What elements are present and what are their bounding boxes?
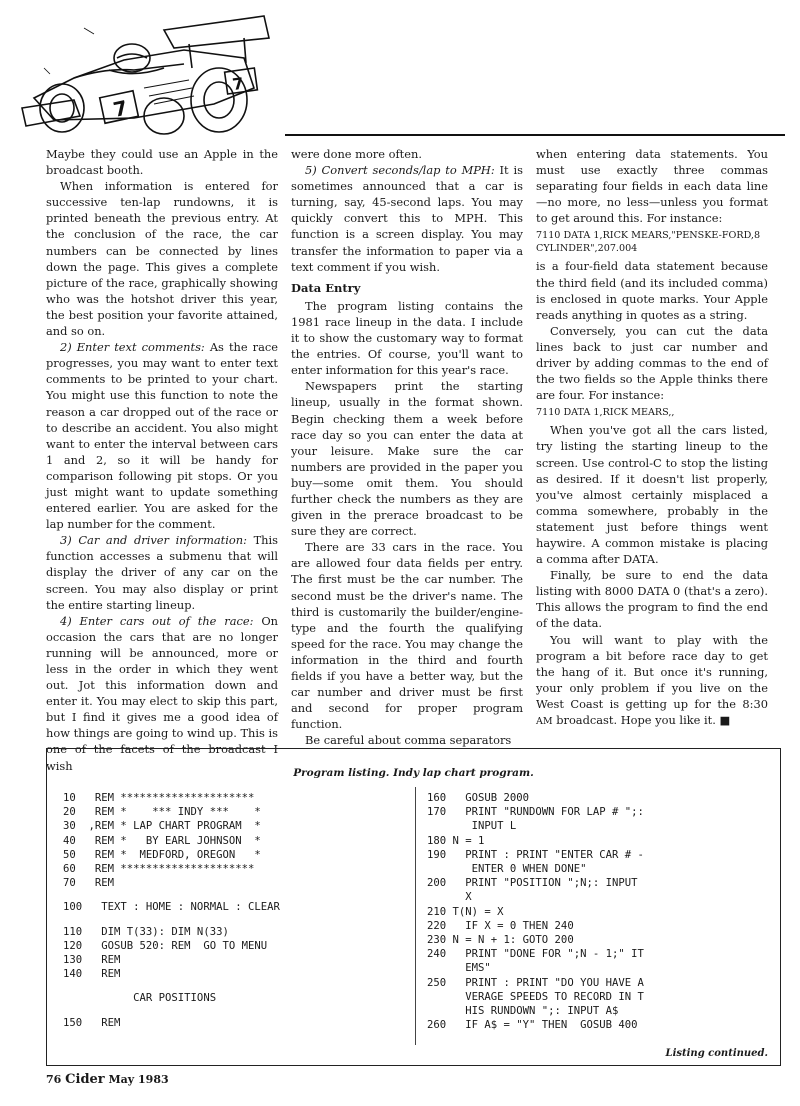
paragraph: There are 33 cars in the race. You are allowed four data fields per entry. The first must be the car number. The second must be the driver's name. The third is customarily the builder/engine-type and the fourth the qualifying speed for the race. You may change the information in the third and fourth fields if you have a better way, but the car number and driver must be first and second for proper program function. xyxy=(291,540,523,732)
paragraph: when entering data statements. You must use exactly three commas separating four fields in each data line—no more, no less—unless you format to get around this. For instance: xyxy=(536,147,768,226)
listing-line: 30 ,REM * LAP CHART PROGRAM * xyxy=(63,820,261,833)
listing-line: 250 PRINT : PRINT "DO YOU HAVE A xyxy=(427,976,644,989)
listing-caption: Program listing. Indy lap chart program. xyxy=(293,767,534,779)
paragraph: Finally, be sure to end the data listing with 8000 DATA 0 (that's a zero). This allows the program to find the end of the data. xyxy=(536,568,768,631)
program-listing-box xyxy=(46,748,781,1066)
item-lead: 3) Car and driver information: xyxy=(60,533,247,548)
listing-line: 230 N = N + 1: GOTO 200 xyxy=(427,934,574,947)
paragraph xyxy=(291,162,523,275)
paragraph: When information is entered for successive ten-lap rundowns, it is printed beneath the previous entry. At the conclusion of the race, the car numbers can be connected by lines down the page. This gives a complete picture of the race, graphically showing who was the hotshot driver this year, the best position your favorite attained, and so on. xyxy=(46,179,278,339)
listing-line: ENTER 0 WHEN DONE" xyxy=(427,863,587,876)
car-side-number: 7 xyxy=(231,73,245,95)
listing-gap xyxy=(63,1006,280,1016)
listing-line: EMS" xyxy=(427,962,491,975)
listing-line: 10 REM ********************* xyxy=(63,792,255,804)
listing-line: INPUT L xyxy=(427,820,517,833)
listing-line: 100 TEXT : HOME : NORMAL : CLEAR xyxy=(63,901,280,914)
text-run: broadcast. Hope you like it. xyxy=(552,713,716,727)
listing-line: 180 N = 1 xyxy=(427,834,485,847)
listing-line: 130 REM xyxy=(63,954,121,967)
am-label: AM xyxy=(536,716,553,727)
listing-line: 170 PRINT "RUNDOWN FOR LAP # ";: xyxy=(427,806,644,819)
item-text: It is sometimes announced that a car is turning, say, 45-second laps. You may quickly convert this to MPH. This function is a screen display. You may transfer the information to paper via a text comment if you wish. xyxy=(291,163,523,274)
listing-line: 200 PRINT "POSITION ";N;: INPUT xyxy=(427,877,638,890)
listing-continued-label: Listing continued. xyxy=(665,1048,768,1059)
issue-date: May 1983 xyxy=(108,1073,169,1086)
listing-line: 260 IF A$ = "Y" THEN GOSUB 400 xyxy=(427,1019,638,1032)
listing-divider xyxy=(415,787,416,1045)
text-run: You will want to play with the program a bit before race day to get the hang of it. But once it's running, your only problem if you live on the West Coast is getting up for the 8:30 xyxy=(536,632,768,711)
listing-line: 60 REM ********************* xyxy=(63,863,255,876)
code-example: 7110 DATA 1,RICK MEARS,, xyxy=(536,407,675,419)
listing-line: VERAGE SPEEDS TO RECORD IN T xyxy=(427,990,644,1003)
listing-line: 70 REM xyxy=(63,877,115,890)
item-lead: 5) Convert seconds/lap to MPH: xyxy=(305,163,495,178)
paragraph: Be careful about comma separators xyxy=(305,733,512,748)
item-lead: 2) Enter text comments: xyxy=(60,340,205,355)
paragraph: When you've got all the cars listed, try listing the starting lineup to the screen. Use control-C to stop the listing as desired. If it doesn't list properly, you've almost certainly misplaced a comma somewhere, probably in the statement just before things went haywire. A common mistake is placing a comma after DATA. xyxy=(536,423,768,567)
listing-gap xyxy=(63,981,280,991)
listing-line: HIS RUNDOWN ";: INPUT A$ xyxy=(427,1005,619,1018)
listing-line: 240 PRINT "DONE FOR ";N - 1;" IT xyxy=(427,948,644,961)
paragraph xyxy=(46,339,278,532)
code-example: 7110 DATA 1,RICK MEARS,"PENSKE-FORD,8 CYLINDER",207.004 xyxy=(536,230,761,255)
paragraph: Maybe they could use an Apple in the broadcast booth. xyxy=(46,147,278,178)
listing-line: X xyxy=(427,891,472,904)
paragraph: Newspapers print the starting lineup, usually in the format shown. Begin checking them a week before race day so you can enter the data at your leisure. Make sure the car numbers are provided in the paper you buy—some omit them. You should further check the numbers as they are given in the prerace broadcast to be sure they are correct. xyxy=(291,379,523,539)
listing-line: 20 REM * *** INDY *** * xyxy=(63,806,261,819)
listing-line: 190 PRINT : PRINT "ENTER CAR # - xyxy=(427,848,644,861)
listing-line: 210 T(N) = X xyxy=(427,905,504,918)
listing-gap xyxy=(63,890,280,900)
page-number: 76 xyxy=(46,1073,62,1086)
magazine-logo: Cider xyxy=(65,1072,105,1087)
section-heading: Data Entry xyxy=(291,280,361,295)
paragraph: were done more often. xyxy=(291,147,422,161)
car-number-label: 7 xyxy=(111,95,130,122)
listing-line: 220 IF X = 0 THEN 240 xyxy=(427,919,574,932)
paragraph xyxy=(536,632,768,731)
paragraph: is a four-field data statement because the third field (and its included comma) is enclosed in quote marks. Your Apple reads anything in quotes as a string. xyxy=(536,259,768,322)
paragraph xyxy=(46,532,278,612)
article-column-2 xyxy=(291,146,523,748)
race-car-illustration xyxy=(14,8,279,143)
article-column-1 xyxy=(46,146,278,774)
listing-line: 120 GOSUB 520: REM GO TO MENU xyxy=(63,939,268,952)
listing-line: 50 REM * MEDFORD, OREGON * xyxy=(63,848,261,861)
item-text: This function accesses a submenu that will display the driver of any car on the screen. You may also display or print the entire starting lineup. xyxy=(46,533,278,612)
listing-right-column xyxy=(427,791,644,1032)
paragraph: The program listing contains the 1981 race lineup in the data. I include it to show the customary way to format the entries. Of course, you'll want to enter information for this year's race. xyxy=(291,298,523,378)
listing-line: 110 DIM T(33): DIM N(33) xyxy=(63,925,229,938)
article-column-3 xyxy=(536,146,768,730)
listing-line: 150 REM xyxy=(63,1016,121,1029)
header-rule xyxy=(285,134,785,136)
paragraph: Conversely, you can cut the data lines back to just car number and driver by adding commas to the end of the two fields so the Apple thinks there are four. For instance: xyxy=(536,323,768,403)
listing-line: CAR POSITIONS xyxy=(63,992,217,1005)
listing-line: 140 REM xyxy=(63,968,121,981)
listing-line: 160 GOSUB 2000 xyxy=(427,792,530,804)
listing-left-column xyxy=(63,791,280,1030)
item-text: On occasion the cars that are no longer running will be announced, more or less in the order in which they went out. Jot this information down and enter it. You may elect to skip this part, but I find it gives me a good idea of how things are going to wind up. This is one of the facets of the broadcast I wish xyxy=(46,613,279,773)
page-footer xyxy=(46,1072,169,1087)
item-text: As the race progresses, you may want to enter text comments to be printed to your chart. You might use this function to note the reason a car dropped out of the race or to describe an accident. You also might want to enter the interval between cars 1 and 2, so it will be handy for comparison following pit stops. Or you just might want to update something entered earlier. You are asked for the lap number for the comment. xyxy=(46,340,278,532)
listing-line: 40 REM * BY EARL JOHNSON * xyxy=(63,834,261,847)
listing-gap xyxy=(63,915,280,925)
end-mark: ■ xyxy=(719,713,731,727)
item-lead: 4) Enter cars out of the race: xyxy=(60,613,254,628)
